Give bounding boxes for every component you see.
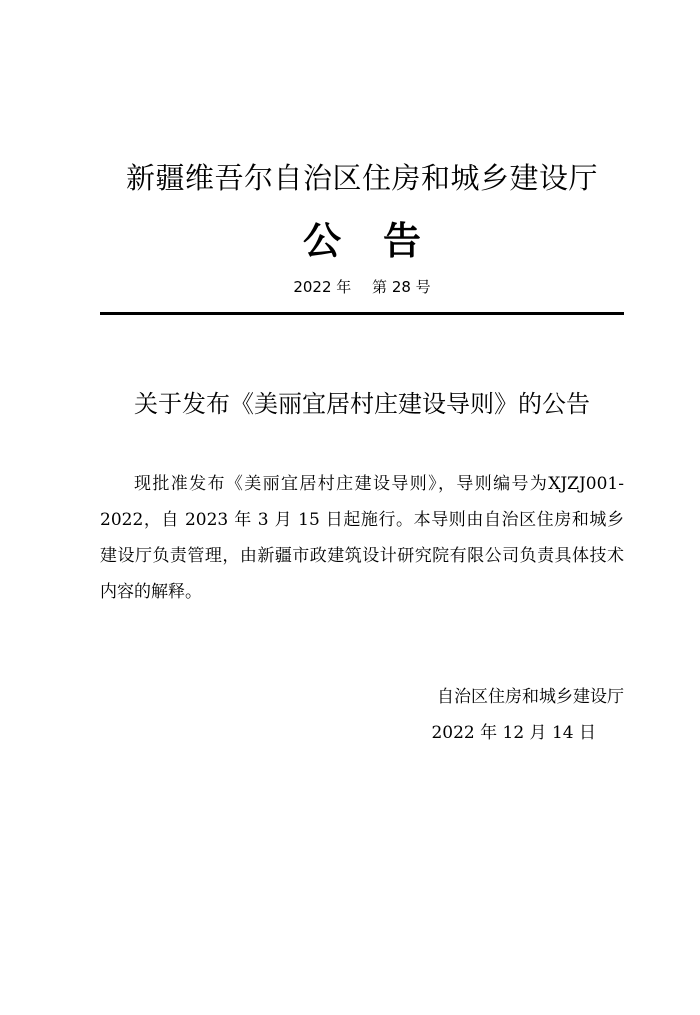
header-divider — [100, 312, 624, 315]
notice-body: 现批准发布《美丽宜居村庄建设导则》，导则编号为XJZJ001-2022，自 2023 年 3 月 15 日起施行。本导则由自治区住房和城乡建设厅负责管理，由新疆市政建筑设计研究院有限公司负责具体技术内容的解释。 — [100, 474, 624, 602]
document-type-title: 公告 — [302, 219, 463, 263]
document-serial: 第 28 号 — [372, 278, 431, 296]
signature-date: 2022 年 12 月 14 日 — [431, 723, 596, 743]
notice-title: 关于发布《美丽宜居村庄建设导则》的公告 — [134, 390, 590, 418]
document-year: 2022 年 — [293, 278, 352, 296]
issuing-organization: 新疆维吾尔自治区住房和城乡建设厅 — [125, 161, 598, 195]
document-number — [0, 276, 700, 297]
signature-organization: 自治区住房和城乡建设厅 — [437, 687, 624, 707]
